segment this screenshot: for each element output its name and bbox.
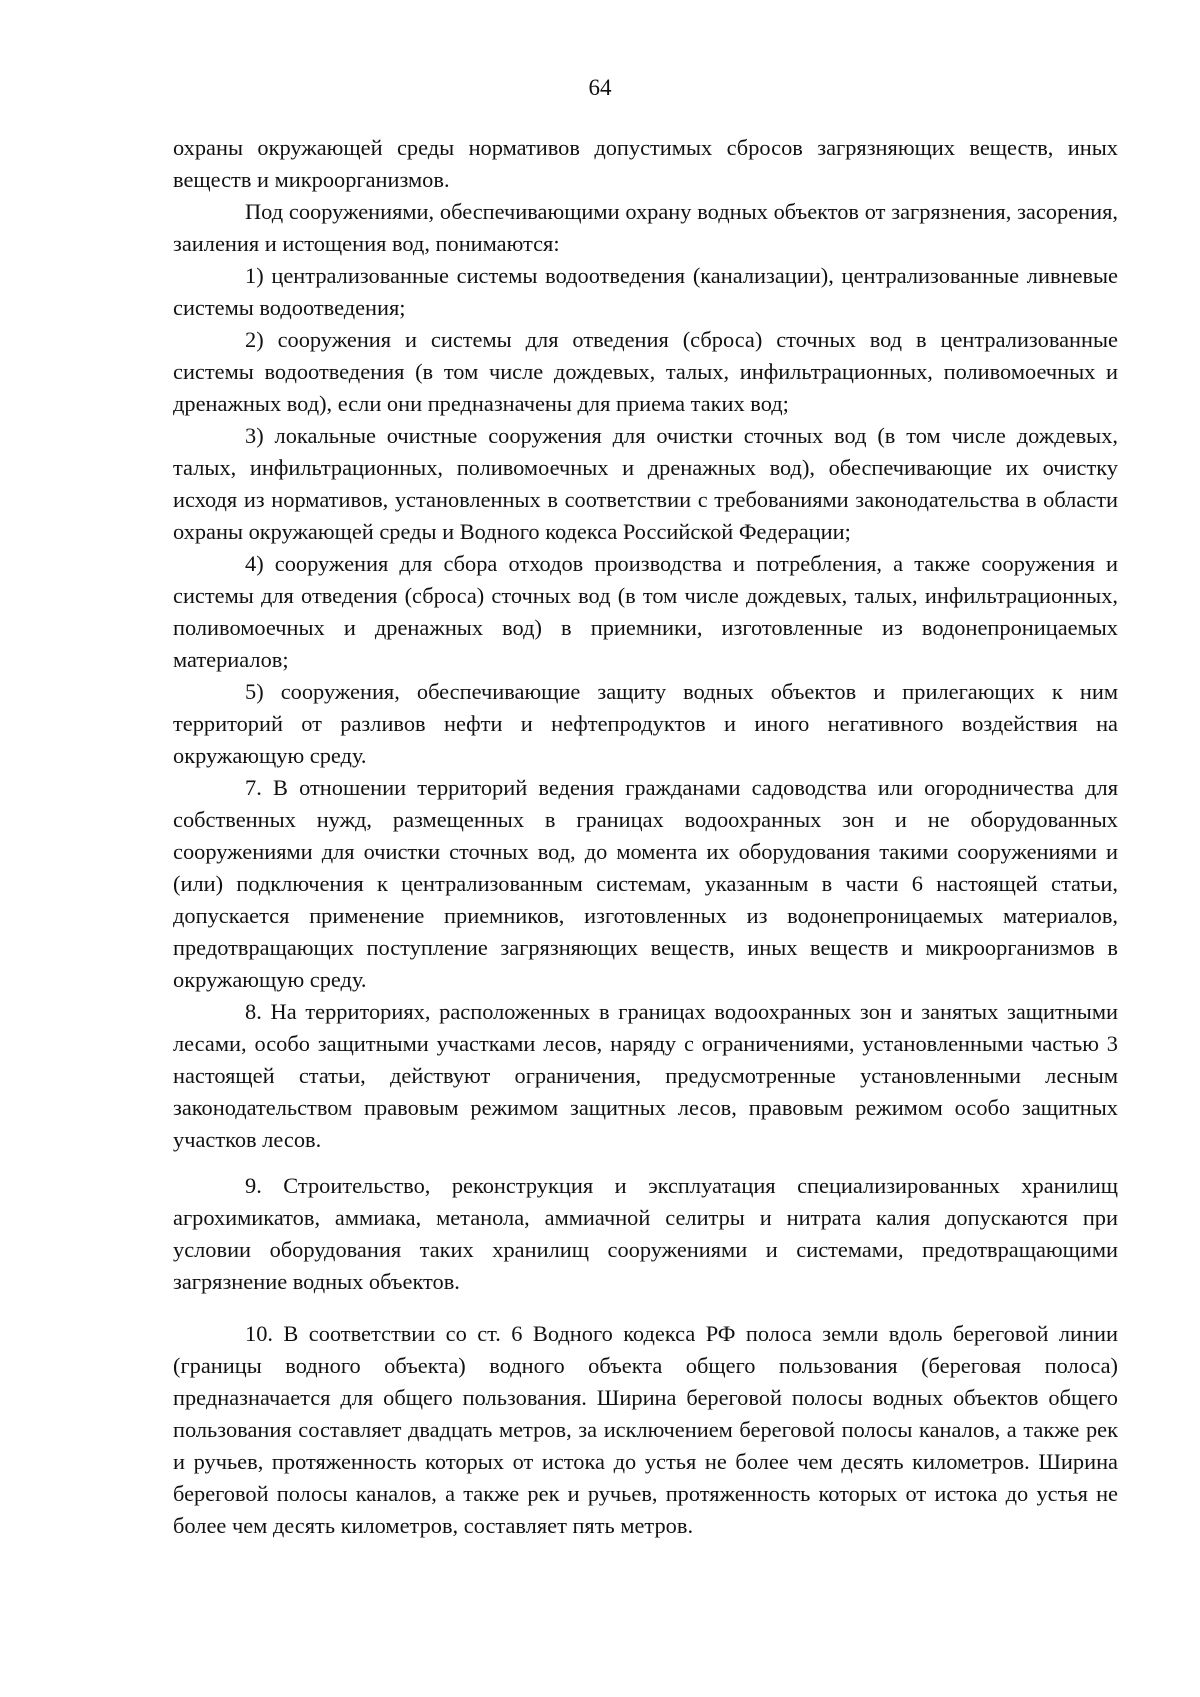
list-item-1: 1) централизованные системы водоотведения (канализации), централизованные ливневые системы водоотведения; (173, 263, 1118, 320)
list-item-5: 5) сооружения, обеспечивающие защиту водных объектов и прилегающих к ним территорий от разливов нефти и нефтепродуктов и иного негативного воздействия на окружающую среду. (173, 679, 1118, 768)
document-body (173, 132, 1118, 1542)
paragraph-8: 8. На территориях, расположенных в границах водоохранных зон и занятых защитными лесами, особо защитными участками лесов, наряду с ограничениями, установленными частью 3 настоящей статьи, действуют ограничения, предусмотренные установленными лесным законодательством правовым режимом защитных лесов, правовым режимом особо защитных участков лесов. (173, 999, 1118, 1152)
page-number: 64 (588, 75, 612, 100)
list-item-2: 2) сооружения и системы для отведения (сброса) сточных вод в централизованные системы водоотведения (в том числе дождевых, талых, инфильтрационных, поливомоечных и дренажных вод), если они предназначены для приема таких вод; (173, 327, 1118, 416)
paragraph-9: 9. Строительство, реконструкция и эксплуатация специализированных хранилищ агрохимикатов, аммиака, метанола, аммиачной селитры и нитрата калия допускаются при условии оборудования таких хранилищ сооружениями и системами, предотвращающими загрязнение водных объектов. (173, 1173, 1118, 1294)
list-item-4: 4) сооружения для сбора отходов производства и потребления, а также сооружения и системы для отведения (сброса) сточных вод (в том числе дождевых, талых, инфильтрационных, поливомоечных и дренажных вод) в приемники, изготовленные из водонепроницаемых материалов; (173, 551, 1118, 672)
paragraph-10: 10. В соответствии со ст. 6 Водного кодекса РФ полоса земли вдоль береговой линии (границы водного объекта) водного объекта общего пользования (береговая полоса) предназначается для общего пользования. Ширина береговой полосы водных объектов общего пользования составляет двадцать метров, за исключением береговой полосы каналов, а также рек и ручьев, протяженность которых от истока до устья не более чем десять километров. Ширина береговой полосы каналов, а также рек и ручьев, протяженность которых от истока до устья не более чем десять километров, составляет пять метров. (173, 1321, 1118, 1538)
paragraph-structures-definition: Под сооружениями, обеспечивающими охрану водных объектов от загрязнения, засорения, заиления и истощения вод, понимаются: (173, 199, 1118, 256)
list-item-3: 3) локальные очистные сооружения для очистки сточных вод (в том числе дождевых, талых, инфильтрационных, поливомоечных и дренажных вод), обеспечивающие их очистку исходя из нормативов, установленных в соответствии с требованиями законодательства в области охраны окружающей среды и Водного кодекса Российской Федерации; (173, 423, 1118, 544)
paragraph-7: 7. В отношении территорий ведения гражданами садоводства или огородничества для собственных нужд, размещенных в границах водоохранных зон и не оборудованных сооружениями для очистки сточных вод, до момента их оборудования такими сооружениями и (или) подключения к централизованным системам, указанным в части 6 настоящей статьи, допускается применение приемников, изготовленных из водонепроницаемых материалов, предотвращающих поступление загрязняющих веществ, иных веществ и микроорганизмов в окружающую среду. (173, 775, 1118, 992)
paragraph-continuation: охраны окружающей среды нормативов допустимых сбросов загрязняющих веществ, иных веществ и микроорганизмов. (173, 135, 1118, 192)
